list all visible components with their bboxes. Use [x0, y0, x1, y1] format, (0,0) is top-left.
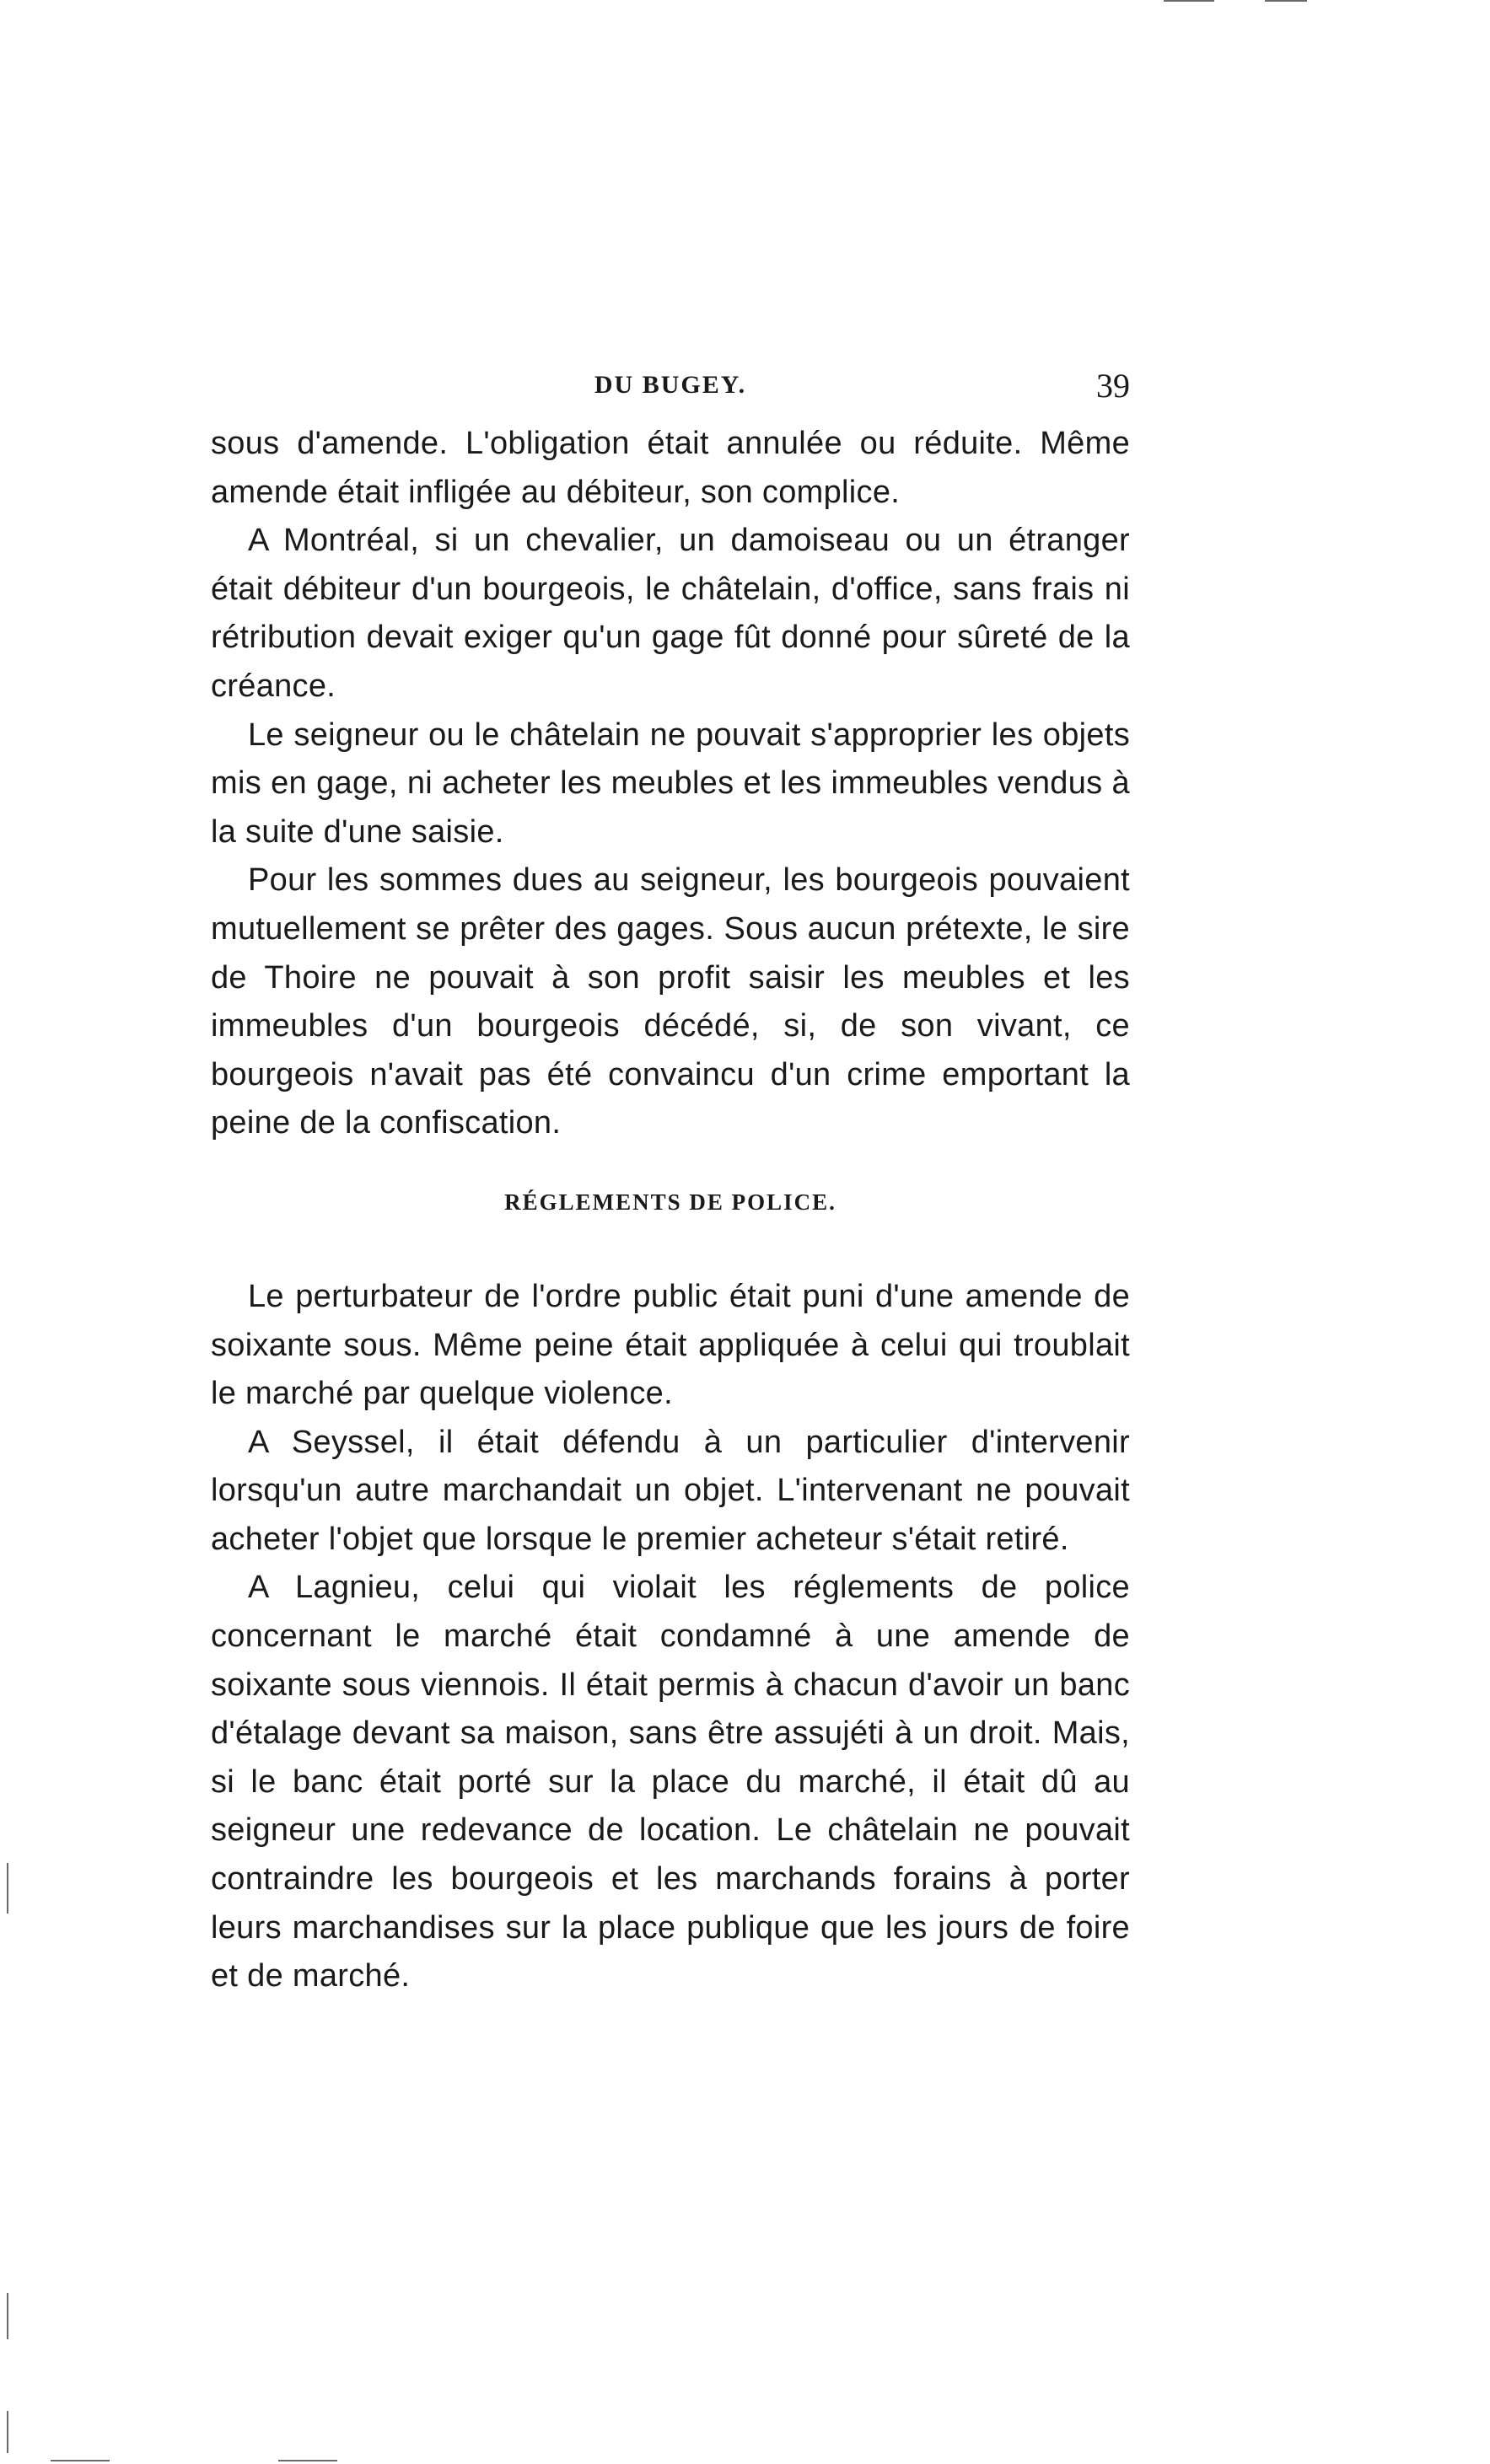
- scan-mark-top-right-2: [1265, 0, 1307, 2]
- scan-mark-left-3: [7, 2411, 8, 2453]
- paragraph-seyssel: A Seyssel, il était défendu à un particulier d'intervenir lorsqu'un autre marchandait un objet. L'intervenant ne pouvait acheter l'objet que lorsque le premier acheteur s'était retiré.: [211, 1424, 1130, 1557]
- page-number: 39: [1096, 367, 1130, 405]
- scan-mark-bottom-1: [51, 2460, 110, 2461]
- paragraph-lagnieu: A Lagnieu, celui qui violait les réglements de police concernant le marché était condamné à une amende de soixante sous viennois. Il était permis à chacun d'avoir un banc d'étalage devant sa maison, sans être assujéti à un droit. Mais, si le banc était porté sur la place du marché, il était dû au seigneur une redevance de location. Le châtelain ne pouvait contraindre les bourgeois et les marchands forains à porter leurs marchandises sur la place publique que les jours de foire et de marché.: [211, 1570, 1130, 1994]
- section-heading: RÉGLEMENTS DE POLICE.: [504, 1189, 836, 1215]
- paragraph-montreal: A Montréal, si un chevalier, un damoiseau ou un étranger était débiteur d'un bourgeois, le châtelain, d'office, sans frais ni rétribution devait exiger qu'un gage fût donné pour sûreté de la créance.: [211, 523, 1130, 704]
- running-head: [211, 367, 1130, 413]
- paragraph-seigneur: Le seigneur ou le châtelain ne pouvait s'approprier les objets mis en gage, ni acheter les meubles et les immeubles vendus à la suite d'une saisie.: [211, 717, 1130, 850]
- scan-mark-left-2: [7, 2293, 8, 2339]
- paragraph-sommes: Pour les sommes dues au seigneur, les bourgeois pouvaient mutuellement se prêter des gages. Sous aucun prétexte, le sire de Thoire ne pouvait à son profit saisir les meubles et les immeubles d'un bourgeois décédé, si, de son vivant, ce bourgeois n'avait pas été convaincu d'un crime emportant la peine de la confiscation.: [211, 862, 1130, 1141]
- paragraph-continued: sous d'amende. L'obligation était annulée ou réduite. Même amende était infligée au débiteur, son complice.: [211, 426, 1130, 510]
- running-title: DU BUGEY.: [594, 371, 747, 399]
- body-text: [211, 420, 1130, 2001]
- scan-mark-left-1: [7, 1863, 8, 1914]
- scan-mark-top-right: [1164, 0, 1214, 2]
- scan-mark-bottom-2: [278, 2460, 337, 2461]
- paragraph-perturbateur: Le perturbateur de l'ordre public était puni d'une amende de soixante sous. Même peine était appliquée à celui qui troublait le marché par quelque violence.: [211, 1278, 1130, 1412]
